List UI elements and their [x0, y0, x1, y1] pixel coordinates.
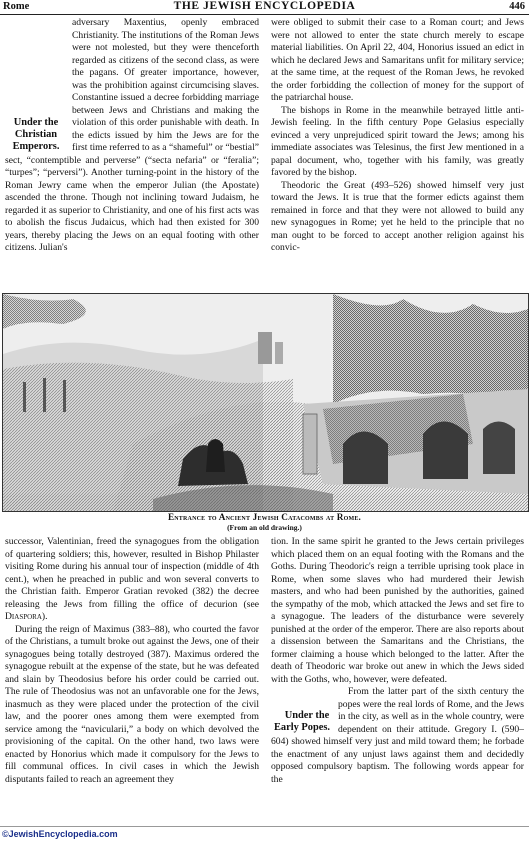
- paragraph: were obliged to submit their case to a Roman court; and Jews were not allowed to enter the state church merely to escape material liabilities. On April 22, 404, Honorius issued an edict in which he declared Jews and Samaritans unfit for military service; at the same time, at the request of the Roman Jews, he revoked the order forbidding the collection of money for the support of the patriarchal house.: [271, 17, 524, 103]
- running-header: [0, 0, 529, 15]
- paragraph: During the reign of Maximus (383–88), who courted the favor of the Christians, a tumult broke out against the Jews, one of their synagogues being totally destroyed (387). Maximus ordered the synagogue rebuilt at the expense of the state, but he was defeated and slain by Theodosius before his order could be carried out. The rule of Theodosius was not an unfavorable one for the Jews, inasmuch as they were placed under the protection of the civil law, and the poorer ones among them were exempted from service among the “navicularii,” a body on which devolved the provisioning of the capital. On the other hand, two laws were enacted by Honorius which made it compulsory for the Jews to fill communal offices. In civil cases in which the Jewish disputants failed to reach an agreement they: [5, 623, 259, 785]
- paragraph: successor, Valentinian, freed the synagogues from the obligation of quartering soldiers; this, however, resulted in Bishop Philaster visiting Rome during his annual tour of inspection (middle of 4th cent.), when he preached in public and won several converts to the Christian faith. Emperor Gratian revoked (382) the decree releasing the Jews from filling the office of decurion (see Diaspora).: [5, 536, 259, 622]
- cross-reference-link[interactable]: Diaspora: [5, 611, 42, 622]
- column-1-top: [5, 17, 259, 292]
- paragraph: Under the Christian Emperors. adversary Maxentius, openly embraced Christianity. The institutions of the Roman Jews were not molested, but they were thenceforth regarded as citizens of the second class, as were the pagans. Of greater importance, however, was the prohibition against circumcising slaves. Constantine issued a decree forbidding marriage between Jews and Christians and making the violation of this order punishable with death. In the edicts issued by him the Jews are for the first time referred to as a “shameful” or “bestial” sect, “contemptible and perverse” (“secta nefaria” or “feralia”; “turpes”; “perversi”). Another turning-point in the history of the Roman Jewry came when the emperor Julian (the Apostate) ascended the throne. Though not inclining toward Judaism, he regarded it as superior to Christianity, and one of his first acts was to abolish the fiscus Judaicus, which had then existed for 300 years, thereby placing the Jews on an equal footing with other citizens. Julian's: [5, 17, 259, 253]
- paragraph: Under the Early Popes. From the latter part of the sixth century the popes were the real lords of Rome, and the Jews in the city, as well as in the whole country, were dependent on their attitude. Gregory I. (590–604) showed himself very just and mild toward them; he forbade the enactment of any unjust laws against them and decidedly opposed compulsory baptism. The following words appear for the: [271, 686, 524, 785]
- figure-subcaption: (From an old drawing.): [227, 523, 302, 532]
- column-2-bottom: [271, 536, 524, 824]
- column-2-top: [271, 17, 524, 292]
- paragraph: Theodoric the Great (493–526) showed himself very just toward the Jews. It is true that the former edicts against them remained in force and that they were not allowed to build any new synagogues in Rome; yet he held to the principle that no man ought to be forced to accept another religion against his convic-: [271, 179, 524, 253]
- paragraph: tion. In the same spirit he granted to the Jews certain privileges which placed them on an equal footing with the Romans and the Goths. During Theodoric's reign a terrible uprising took place in Rome, when some slaves who had murdered their Jewish masters, and who had been punished by the authorities, gained the sympathy of the mob, which attacked the Jews and set fire to a synagogue. The leaders of the disturbance were severely punished at the order of the emperor. There are also reports about a dissension between the Samaritans and the Christians, the former claiming a house which belonged to the latter. After the death of Theodoric war broke out anew in which the Jews sided with the Goths, who, however, were defeated.: [271, 536, 524, 685]
- catacomb-illustration: [2, 293, 529, 512]
- header-section: Rome: [3, 1, 30, 12]
- figure-caption: Entrance to Ancient Jewish Catacombs at Rome.: [167, 512, 362, 522]
- sidenote-early-popes: Under the Early Popes.: [274, 710, 330, 733]
- paragraph: The bishops in Rome in the meanwhile betrayed little anti-Jewish feeling. In the fifth century Pope Gelasius especially evinced a very unprejudiced spirit toward the Jews; among his immediate associates was Telesinus, the first Jew mentioned in a papal document, who, together with his family, was greatly favored by the bishop.: [271, 104, 524, 178]
- footer: [0, 826, 529, 842]
- engraving-image: [3, 294, 528, 511]
- header-title: THE JEWISH ENCYCLOPEDIA: [173, 0, 356, 12]
- copyright-link[interactable]: ©JewishEncyclopedia.com: [2, 829, 118, 839]
- sidenote-christian-emperors: Under the Christian Emperors.: [12, 117, 60, 152]
- header-page-number: 446: [509, 1, 525, 12]
- column-1-bottom: [5, 536, 259, 824]
